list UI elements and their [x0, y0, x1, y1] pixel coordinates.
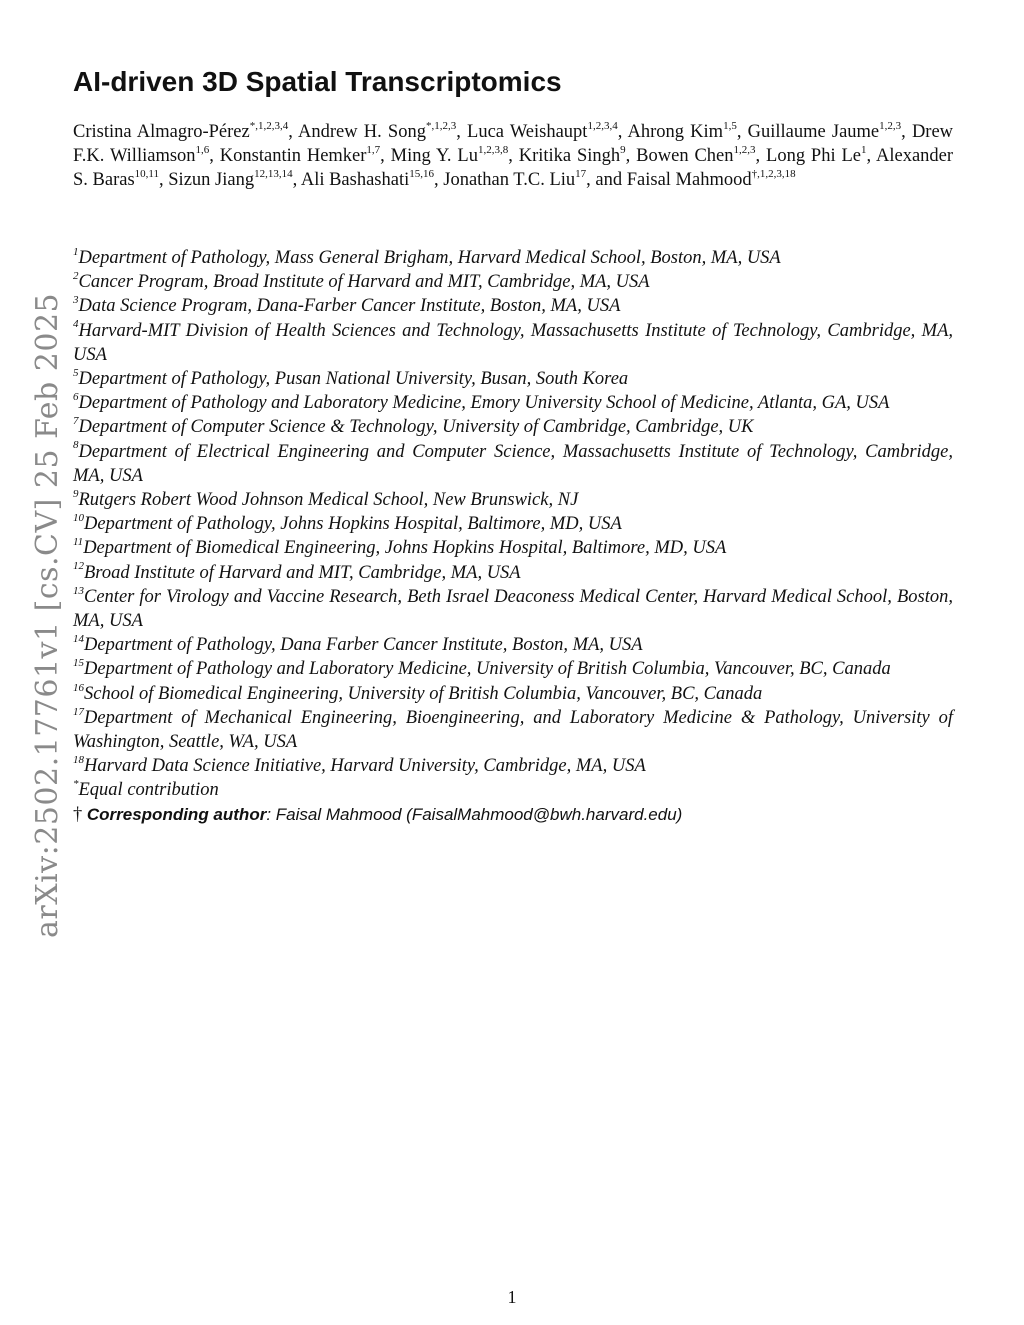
paper-title: AI-driven 3D Spatial Transcriptomics: [73, 66, 562, 97]
affiliation-item: [73, 706, 953, 754]
author-separator: ,: [508, 146, 519, 166]
affiliation-item: [73, 391, 953, 415]
affiliation-item: [73, 294, 953, 318]
author-separator: ,: [586, 170, 596, 190]
affiliation-text: Department of Biomedical Engineering, Johns Hopkins Hospital, Baltimore, MD, USA: [83, 538, 727, 559]
affiliation-number: 7: [73, 415, 79, 428]
affiliation-number: 5: [73, 366, 79, 379]
author-name: Long Phi Le: [766, 146, 861, 166]
affiliation-number: 16: [73, 681, 84, 694]
affiliation-number: 3: [73, 294, 79, 307]
affiliation-number: 13: [73, 584, 84, 597]
corresponding-author-text: : Faisal Mahmood (FaisalMahmood@bwh.harvard.edu): [266, 804, 683, 824]
author-affiliation-marks: 1: [861, 143, 867, 156]
author-name: Drew F.K. Williamson: [73, 122, 954, 166]
author-affiliation-marks: 17: [575, 167, 587, 180]
affiliation-item: [73, 246, 953, 270]
affiliation-text: Cancer Program, Broad Institute of Harvard and MIT, Cambridge, MA, USA: [78, 272, 650, 293]
affiliation-text: Department of Pathology and Laboratory Medicine, University of British Columbia, Vancouver, BC, Canada: [84, 659, 891, 680]
author-separator: ,: [736, 122, 748, 142]
author-name: Kritika Singh: [518, 146, 621, 166]
affiliation-text: Harvard-MIT Division of Health Sciences and Technology, Massachusetts Institute of Technology, Cambridge, MA, USA: [73, 320, 953, 365]
author-name: Bowen Chen: [636, 146, 734, 166]
affiliation-number: 14: [73, 633, 84, 646]
corresponding-author-label: Corresponding author: [86, 804, 267, 824]
author-name: Jonathan T.C. Liu: [443, 170, 576, 190]
affiliation-item: [73, 319, 953, 367]
author-name: Konstantin Hemker: [219, 146, 367, 166]
affiliation-number: 9: [73, 487, 79, 500]
affiliation-number: 2: [73, 270, 79, 283]
affiliation-item: [73, 682, 953, 706]
author-name: Faisal Mahmood: [626, 170, 752, 190]
affiliation-item: [73, 367, 953, 391]
affiliation-text: Department of Pathology, Pusan National University, Busan, South Korea: [78, 369, 629, 390]
affiliation-text: School of Biomedical Engineering, University of British Columbia, Vancouver, BC, Canada: [84, 683, 763, 704]
affiliation-text: Department of Computer Science & Technology, University of Cambridge, Cambridge, UK: [78, 417, 754, 438]
author-affiliation-marks: 1,7: [366, 143, 381, 156]
author-separator: ,: [625, 146, 637, 166]
affiliation-item: [73, 512, 953, 536]
affiliation-item: [73, 536, 953, 560]
affiliation-number: 10: [73, 512, 84, 525]
affiliation-item: [73, 561, 953, 585]
note-corresponding-author: [73, 803, 953, 827]
author-affiliation-marks: 1,6: [195, 143, 210, 156]
affiliation-number: 6: [73, 391, 79, 404]
author-separator: ,: [755, 146, 767, 166]
author-affiliation-marks: 1,2,3,4: [587, 119, 618, 132]
author-affiliation-marks: 15,16: [409, 167, 434, 180]
author-name: Alexander S. Baras: [73, 146, 954, 190]
author-affiliation-marks: 12,13,14: [254, 167, 293, 180]
affiliation-item: [73, 585, 953, 633]
affiliation-number: 4: [73, 318, 79, 331]
author-affiliation-marks: 1,2,3,8: [477, 143, 509, 156]
author-affiliation-marks: 1,5: [723, 119, 737, 132]
affiliation-number: 8: [73, 439, 79, 452]
note-equal-symbol: *: [73, 778, 79, 791]
author-name: Ahrong Kim: [627, 122, 724, 142]
dagger-symbol: †: [73, 804, 83, 825]
affiliation-number: 17: [73, 705, 84, 718]
affiliation-number: 1: [73, 245, 79, 258]
affiliation-text: Department of Pathology and Laboratory Medicine, Emory University School of Medicine, Atlanta, GA, USA: [78, 393, 890, 414]
affiliation-number: 11: [73, 536, 84, 549]
affiliation-text: Department of Mechanical Engineering, Bioengineering, and Laboratory Medicine & Pathology, University of Washington, Seattle, WA, USA: [73, 707, 953, 753]
author-affiliation-marks: *,1,2,3,4: [249, 119, 289, 132]
note-equal-text: Equal contribution: [78, 780, 219, 801]
author-affiliation-marks: 10,11: [134, 167, 160, 180]
author-separator: ,: [434, 170, 444, 190]
affiliation-text: Harvard Data Science Initiative, Harvard University, Cambridge, MA, USA: [84, 756, 646, 777]
author-affiliation-marks: 1,2,3: [733, 143, 756, 156]
author-name: Cristina Almagro-Pérez: [73, 122, 250, 142]
author-separator: ,: [209, 146, 220, 166]
author-separator: ,: [901, 122, 912, 142]
affiliation-item: [73, 270, 953, 294]
affiliation-text: Department of Pathology, Johns Hopkins Hospital, Baltimore, MD, USA: [84, 514, 622, 535]
affiliation-text: Center for Virology and Vaccine Research, Beth Israel Deaconess Medical Center, Harvard Medical School, Boston, MA, USA: [73, 586, 953, 632]
affiliation-item: [73, 754, 953, 778]
affiliation-text: Department of Electrical Engineering and Computer Science, Massachusetts Institute of Technology, Cambridge, MA, USA: [73, 441, 953, 486]
affiliation-text: Rutgers Robert Wood Johnson Medical School, New Brunswick, NJ: [78, 490, 579, 511]
author-separator: ,: [292, 170, 301, 190]
affiliation-text: Department of Pathology, Dana Farber Cancer Institute, Boston, MA, USA: [84, 635, 643, 656]
author-last-prefix: and: [595, 170, 627, 190]
affiliation-number: 15: [73, 657, 84, 670]
affiliation-number: 12: [73, 560, 84, 573]
affiliation-item: [73, 488, 953, 512]
affiliation-item: [73, 440, 953, 488]
author-name: Luca Weishaupt: [467, 122, 588, 142]
arxiv-stamp: arXiv:2502.17761v1 [cs.CV] 25 Feb 2025: [30, 292, 65, 938]
affiliation-text: Data Science Program, Dana-Farber Cancer Institute, Boston, MA, USA: [78, 296, 621, 317]
author-separator: ,: [288, 122, 299, 142]
author-separator: ,: [617, 122, 628, 142]
note-equal-contribution: [73, 778, 953, 802]
author-name: Ali Bashashati: [300, 170, 410, 190]
affiliation-item: [73, 415, 953, 439]
affiliation-item: [73, 657, 953, 681]
affiliation-list: [73, 246, 953, 827]
author-affiliation-marks: 9: [620, 143, 626, 156]
affiliation-item: [73, 633, 953, 657]
author-separator: ,: [159, 170, 169, 190]
affiliation-text: Department of Pathology, Mass General Brigham, Harvard Medical School, Boston, MA, USA: [78, 248, 781, 268]
author-affiliation-marks: †,1,2,3,18: [751, 167, 796, 180]
page-number: 1: [507, 1287, 517, 1307]
author-affiliation-marks: 1,2,3: [879, 119, 902, 132]
author-list: [73, 120, 953, 192]
author-name: Andrew H. Song: [298, 122, 426, 142]
author-name: Ming Y. Lu: [390, 146, 478, 166]
author-name: Sizun Jiang: [168, 170, 255, 190]
author-separator: ,: [380, 146, 391, 166]
author-separator: ,: [866, 146, 876, 166]
author-name: Guillaume Jaume: [747, 122, 880, 142]
author-affiliation-marks: *,1,2,3: [425, 119, 457, 132]
author-separator: ,: [456, 122, 468, 142]
affiliation-text: Broad Institute of Harvard and MIT, Cambridge, MA, USA: [84, 562, 521, 583]
affiliation-number: 18: [73, 754, 84, 767]
